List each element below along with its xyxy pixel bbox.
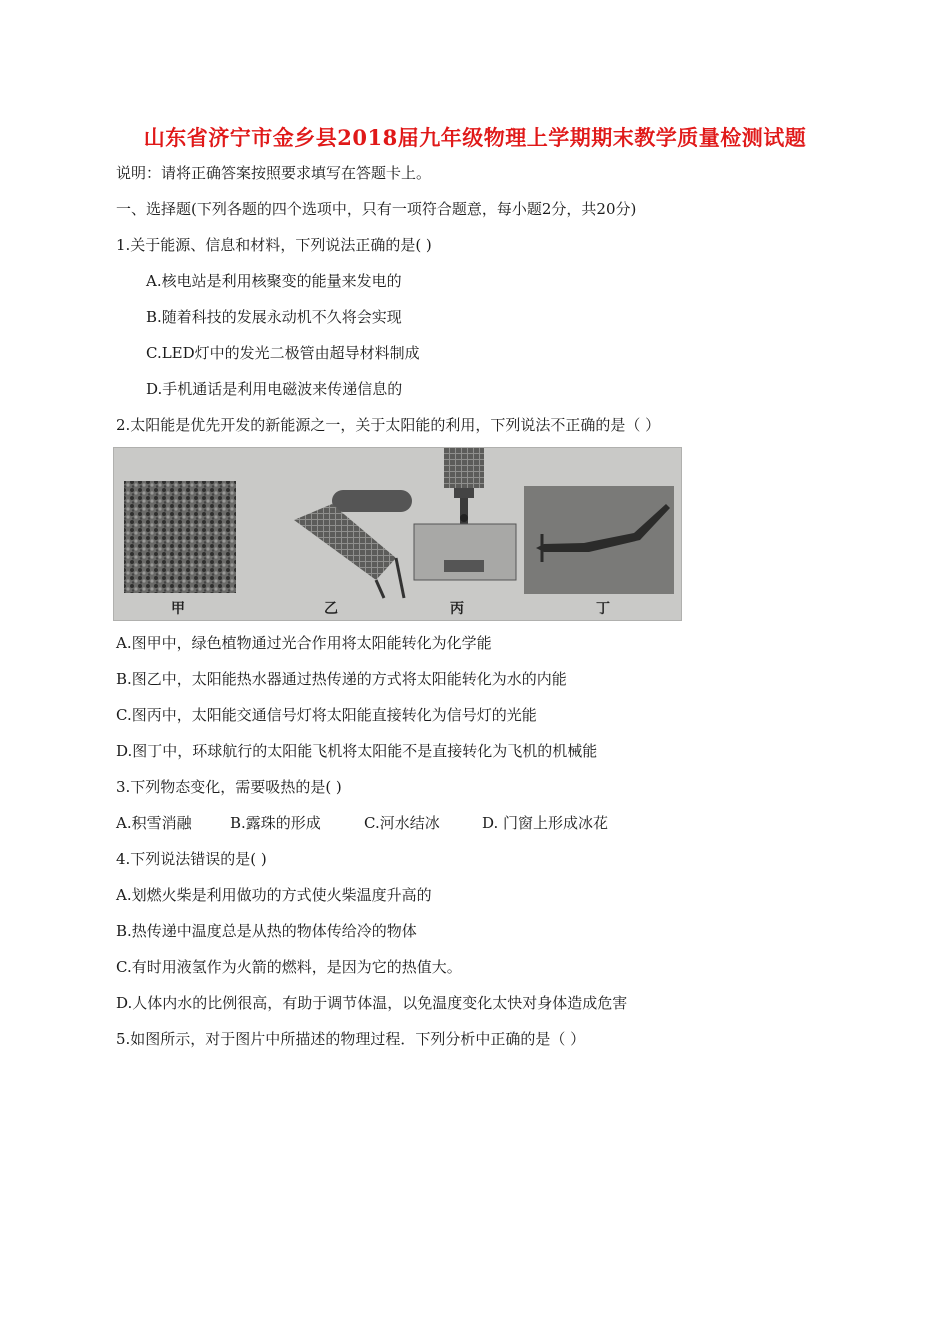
question-1-option-b: B.随着科技的发展永动机不久将会实现 bbox=[146, 308, 402, 326]
figure-label-jia: 甲 bbox=[171, 601, 185, 617]
question-1-option-a: A.核电站是利用核聚变的能量来发电的 bbox=[146, 272, 402, 290]
question-3-option-d: D. 门窗上形成冰花 bbox=[482, 814, 609, 832]
section-heading: 一、选择题(下列各题的四个选项中，只有一项符合题意，每小题2分，共20分) bbox=[116, 200, 637, 218]
question-2-option-b: B.图乙中，太阳能热水器通过热传递的方式将太阳能转化为水的内能 bbox=[116, 670, 567, 688]
figure-illustrations bbox=[114, 448, 681, 620]
instructions-note: 说明：请将正确答案按照要求填写在答题卡上。 bbox=[116, 164, 432, 182]
question-2-option-a: A.图甲中，绿色植物通过光合作用将太阳能转化为化学能 bbox=[116, 634, 492, 652]
question-1-option-d: D.手机通话是利用电磁波来传递信息的 bbox=[146, 380, 403, 398]
question-4-option-c: C.有时用液氢作为火箭的燃料，是因为它的热值大。 bbox=[116, 958, 462, 976]
question-1-option-c: C.LED灯中的发光二极管由超导材料制成 bbox=[146, 344, 420, 362]
question-2-option-d: D.图丁中，环球航行的太阳能飞机将太阳能不是直接转化为飞机的机械能 bbox=[116, 742, 598, 760]
question-2-stem: 2.太阳能是优先开发的新能源之一，关于太阳能的利用，下列说法不正确的是（ ） bbox=[116, 416, 661, 434]
question-4-stem: 4.下列说法错误的是( ) bbox=[116, 850, 267, 868]
figure-label-yi: 乙 bbox=[324, 601, 338, 617]
plants-image bbox=[124, 481, 236, 593]
question-2-option-c: C.图丙中，太阳能交通信号灯将太阳能直接转化为信号灯的光能 bbox=[116, 706, 537, 724]
question-3-option-b: B.露珠的形成 bbox=[230, 814, 321, 832]
solar-traffic-light-image bbox=[414, 448, 516, 580]
figure-label-bing: 丙 bbox=[450, 601, 464, 617]
question-5-stem: 5.如图所示，对于图片中所描述的物理过程．下列分析中正确的是（ ） bbox=[116, 1030, 586, 1048]
solar-water-heater-image bbox=[294, 490, 412, 598]
figure-label-ding: 丁 bbox=[596, 601, 610, 617]
question-1-stem: 1.关于能源、信息和材料，下列说法正确的是( ) bbox=[116, 236, 432, 254]
solar-airplane-image bbox=[524, 486, 674, 594]
question-3-option-a: A.积雪消融 bbox=[116, 814, 192, 832]
question-4-option-a: A.划燃火柴是利用做功的方式使火柴温度升高的 bbox=[116, 886, 432, 904]
solar-energy-figure bbox=[113, 447, 682, 621]
page-title: 山东省济宁市金乡县2018届九年级物理上学期期末教学质量检测试题 bbox=[143, 125, 807, 150]
question-3-stem: 3.下列物态变化，需要吸热的是( ) bbox=[116, 778, 342, 796]
question-3-options bbox=[116, 813, 608, 833]
question-4-option-b: B.热传递中温度总是从热的物体传给冷的物体 bbox=[116, 922, 417, 940]
question-4-option-d: D.人体内水的比例很高，有助于调节体温，以免温度变化太快对身体造成危害 bbox=[116, 994, 628, 1012]
question-3-option-c: C.河水结冰 bbox=[364, 814, 440, 832]
